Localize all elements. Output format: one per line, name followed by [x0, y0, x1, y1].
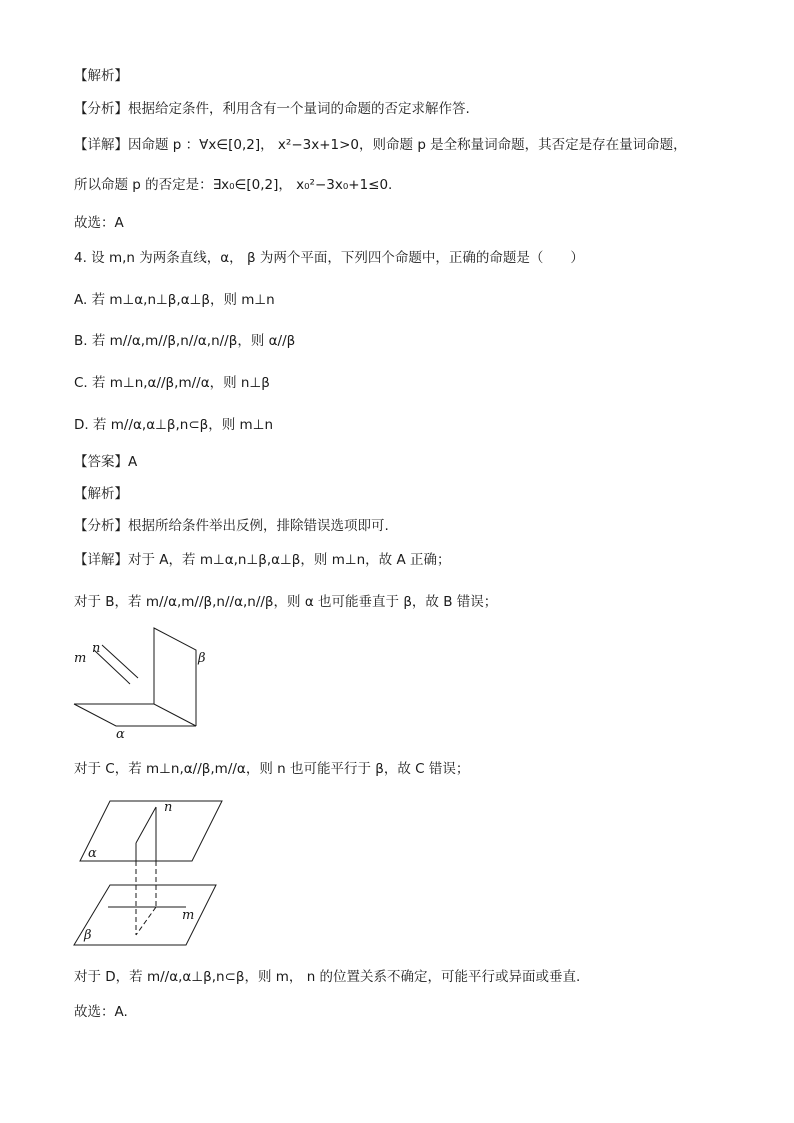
final-answer: 故选：A. [74, 1004, 128, 1020]
option-c: C. 若 m⊥n,α//β,m//α，则 n⊥β [74, 375, 270, 391]
section-analysis-heading-2: 【解析】 [74, 486, 128, 502]
label-beta: β [198, 651, 206, 666]
option-b: B. 若 m//α,m//β,n//α,n//β，则 α//β [74, 333, 296, 349]
analysis-text: 【分析】根据给定条件，利用含有一个量词的命题的否定求解作答. [74, 101, 470, 117]
answer-heading: 【答案】A [74, 454, 138, 470]
section-analysis-heading: 【解析】 [74, 68, 128, 84]
detail-case-d: 对于 D，若 m//α,α⊥β,n⊂β，则 m， n 的位置关系不确定，可能平行或异面或垂直. [74, 969, 581, 985]
analysis-text-2: 【分析】根据所给条件举出反例，排除错误选项即可. [74, 518, 389, 534]
detail-case-c: 对于 C，若 m⊥n,α//β,m//α，则 n 也可能平行于 β，故 C 错误； [74, 761, 470, 777]
detail-case-a: 【详解】对于 A，若 m⊥α,n⊥β,α⊥β，则 m⊥n，故 A 正确； [74, 552, 451, 568]
question-4-stem: 4. 设 m,n 为两条直线，α， β 为两个平面，下列四个命题中，正确的命题是（ ） [74, 250, 584, 266]
line-n [102, 645, 138, 678]
option-d: D. 若 m//α,α⊥β,n⊂β，则 m⊥n [74, 417, 274, 433]
detail-text-2: 所以命题 p 的否定是：∃x₀∈[0,2]， x₀²−3x₀+1≤0. [74, 177, 393, 193]
label-alpha: α [116, 727, 125, 742]
detail-case-b: 对于 B，若 m//α,m//β,n//α,n//β，则 α 也可能垂直于 β，故 B 错误； [74, 594, 498, 610]
label-beta: β [84, 928, 92, 943]
label-n: n [92, 641, 101, 656]
label-alpha: α [88, 846, 97, 861]
plane-alpha [74, 704, 196, 726]
plane-alpha [80, 801, 222, 861]
option-a: A. 若 m⊥α,n⊥β,α⊥β，则 m⊥n [74, 292, 275, 308]
detail-text-1: 【详解】因命题 p ：∀x∈[0,2]， x²−3x+1>0，则命题 p 是全称量词命题，其否定是存在量词命题， [74, 137, 687, 153]
label-m: m [182, 908, 195, 923]
plane-beta [154, 628, 196, 726]
figure-perpendicular-planes [70, 622, 230, 742]
label-m: m [74, 651, 87, 666]
plane-beta [74, 885, 216, 945]
label-n: n [164, 800, 173, 815]
answer-choice-text: 故选：A [74, 215, 124, 231]
figure-parallel-planes [70, 795, 240, 955]
